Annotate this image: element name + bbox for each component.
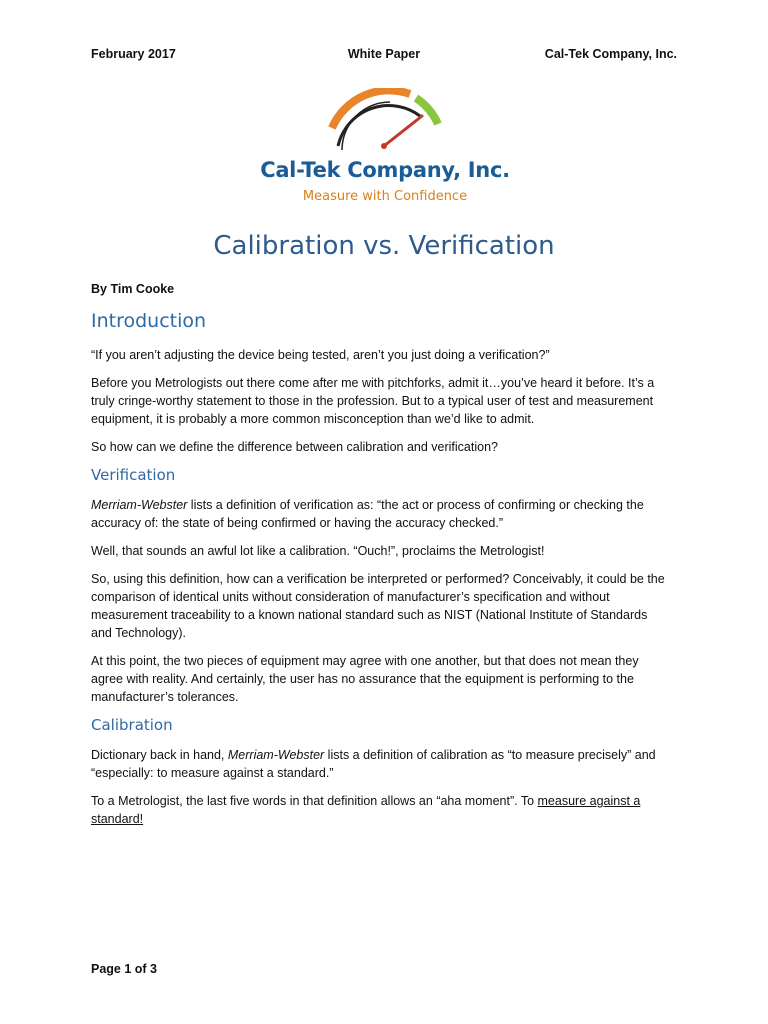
intro-quote: “If you aren’t adjusting the device being tested, aren’t you just doing a verification?” [91, 348, 550, 362]
intro-paragraph-1: Before you Metrologists out there come after me with pitchforks, admit it…you’ve heard it before. It’s a truly cringe-worthy statement to those in the profession. But to a typical user of test and measurement equipment, it is probably a more common misconception than we’d like to admit. [91, 376, 655, 426]
document-title: Calibration vs. Verification [213, 231, 555, 261]
gauge-icon [320, 88, 450, 154]
heading-calibration: Calibration [91, 716, 173, 734]
verification-paragraph-1 [91, 496, 671, 532]
header-company: Cal-Tek Company, Inc. [544, 47, 677, 61]
logo-tagline: Measure with Confidence [302, 189, 468, 204]
logo-company-name: Cal-Tek Company, Inc. [260, 158, 510, 182]
calibration-aha-text: To a Metrologist, the last five words in that definition allows an “aha moment”. To [91, 794, 538, 808]
source-merriam-webster: Merriam-Webster [91, 498, 188, 512]
verification-definition-text: lists a definition of verification as: “the act or process of confirming or checking the accuracy of: the state of being confirmed or having the accuracy checked.” [91, 498, 644, 530]
header-date: February 2017 [91, 47, 176, 61]
document-body [91, 310, 671, 838]
source-merriam-webster: Merriam-Webster [227, 748, 325, 762]
byline: By Tim Cooke [91, 282, 175, 296]
verification-paragraph-2: Well, that sounds an awful lot like a calibration. “Ouch!”, proclaims the Metrologist! [91, 544, 545, 558]
measure-against-standard-emphasis: measure against a standard! [91, 794, 641, 826]
calibration-paragraph-1 [91, 746, 671, 782]
calibration-paragraph-2 [91, 792, 671, 828]
verification-paragraph-3: So, using this definition, how can a verification be interpreted or performed? Conceivably, it could be the comparison of identical units without consideration of manufacturer’s specification and without measurement traceability to a known national standard such as NIST (National Institute of Standards and Technology). [91, 572, 665, 640]
calibration-definition-text: lists a definition of calibration as “to measure precisely” and “especially: to measure against a standard.” [91, 748, 656, 780]
intro-paragraph-2: So how can we define the difference between calibration and verification? [91, 440, 498, 454]
calibration-intro-text: Dictionary back in hand, [91, 748, 228, 762]
heading-verification: Verification [91, 466, 176, 484]
verification-paragraph-4: At this point, the two pieces of equipment may agree with one another, but that does not mean they agree with reality. And certainly, the user has no assurance that the equipment is performing to the manufacturer’s tolerances. [91, 654, 639, 704]
company-logo [260, 88, 510, 210]
heading-introduction: Introduction [91, 310, 207, 332]
page-number: Page 1 of 3 [91, 962, 157, 976]
header-doc-type: White Paper [347, 47, 421, 61]
